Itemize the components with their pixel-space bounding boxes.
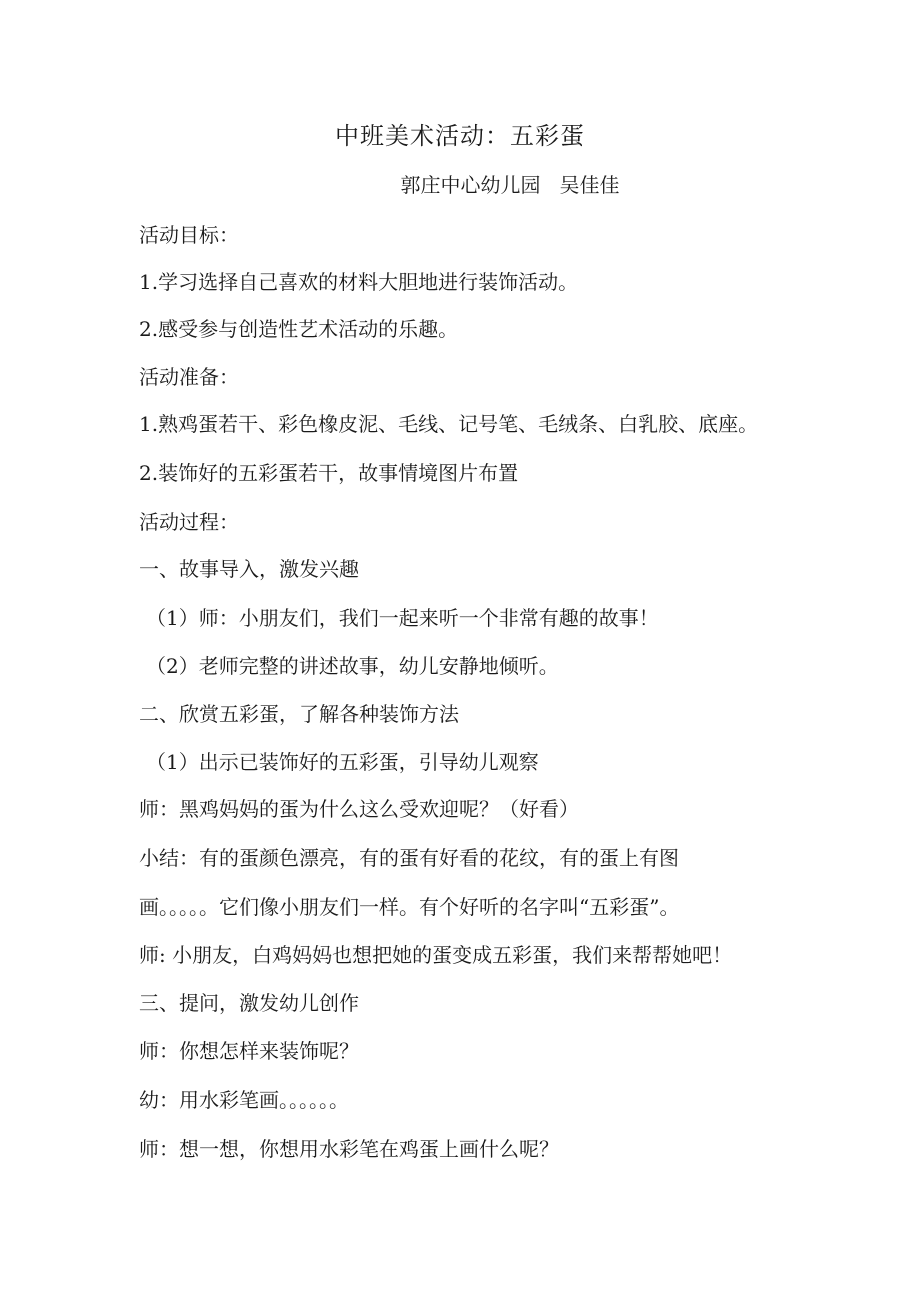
- step-heading-3: 三、提问，激发幼儿创作: [139, 991, 359, 1015]
- step-heading-2: 二、欣赏五彩蛋，了解各种装饰方法: [139, 702, 459, 726]
- paragraph-line: 画。。。。。它们像小朋友们一样。有个好听的名字叫“五彩蛋”。: [139, 895, 680, 919]
- paragraph-line: 2.感受参与创造性艺术活动的乐趣。: [139, 317, 459, 341]
- section-heading-process: 活动过程：: [139, 510, 239, 534]
- paragraph-line: 2.装饰好的五彩蛋若干，故事情境图片布置: [139, 461, 519, 485]
- paragraph-line: 1.熟鸡蛋若干、彩色橡皮泥、毛线、记号笔、毛绒条、白乳胶、底座。: [139, 412, 759, 436]
- paragraph-line: 幼：用水彩笔画。。。。。。: [139, 1088, 349, 1112]
- paragraph-line: 小结：有的蛋颜色漂亮，有的蛋有好看的花纹，有的蛋上有图: [139, 846, 679, 870]
- document-author: 郭庄中心幼儿园 吴佳佳: [400, 173, 620, 197]
- document-title: 中班美术活动：五彩蛋: [335, 122, 585, 150]
- paragraph-line: （1）师：小朋友们，我们一起来听一个非常有趣的故事！: [146, 606, 659, 630]
- section-heading-goals: 活动目标：: [139, 223, 239, 247]
- paragraph-line: 师: 小朋友，白鸡妈妈也想把她的蛋变成五彩蛋，我们来帮帮她吧！: [139, 943, 733, 967]
- paragraph-line: 师：你想怎样来装饰呢？: [139, 1039, 359, 1063]
- paragraph-line: （2）老师完整的讲述故事，幼儿安静地倾听。: [146, 654, 559, 678]
- step-heading-1: 一、故事导入，激发兴趣: [139, 557, 359, 581]
- section-heading-preparation: 活动准备：: [139, 365, 239, 389]
- paragraph-line: 师：想一想，你想用水彩笔在鸡蛋上画什么呢？: [139, 1137, 559, 1161]
- paragraph-line: 师：黑鸡妈妈的蛋为什么这么受欢迎呢？（好看）: [139, 797, 579, 821]
- paragraph-line: （1）出示已装饰好的五彩蛋，引导幼儿观察: [146, 750, 539, 774]
- paragraph-line: 1.学习选择自己喜欢的材料大胆地进行装饰活动。: [139, 270, 579, 294]
